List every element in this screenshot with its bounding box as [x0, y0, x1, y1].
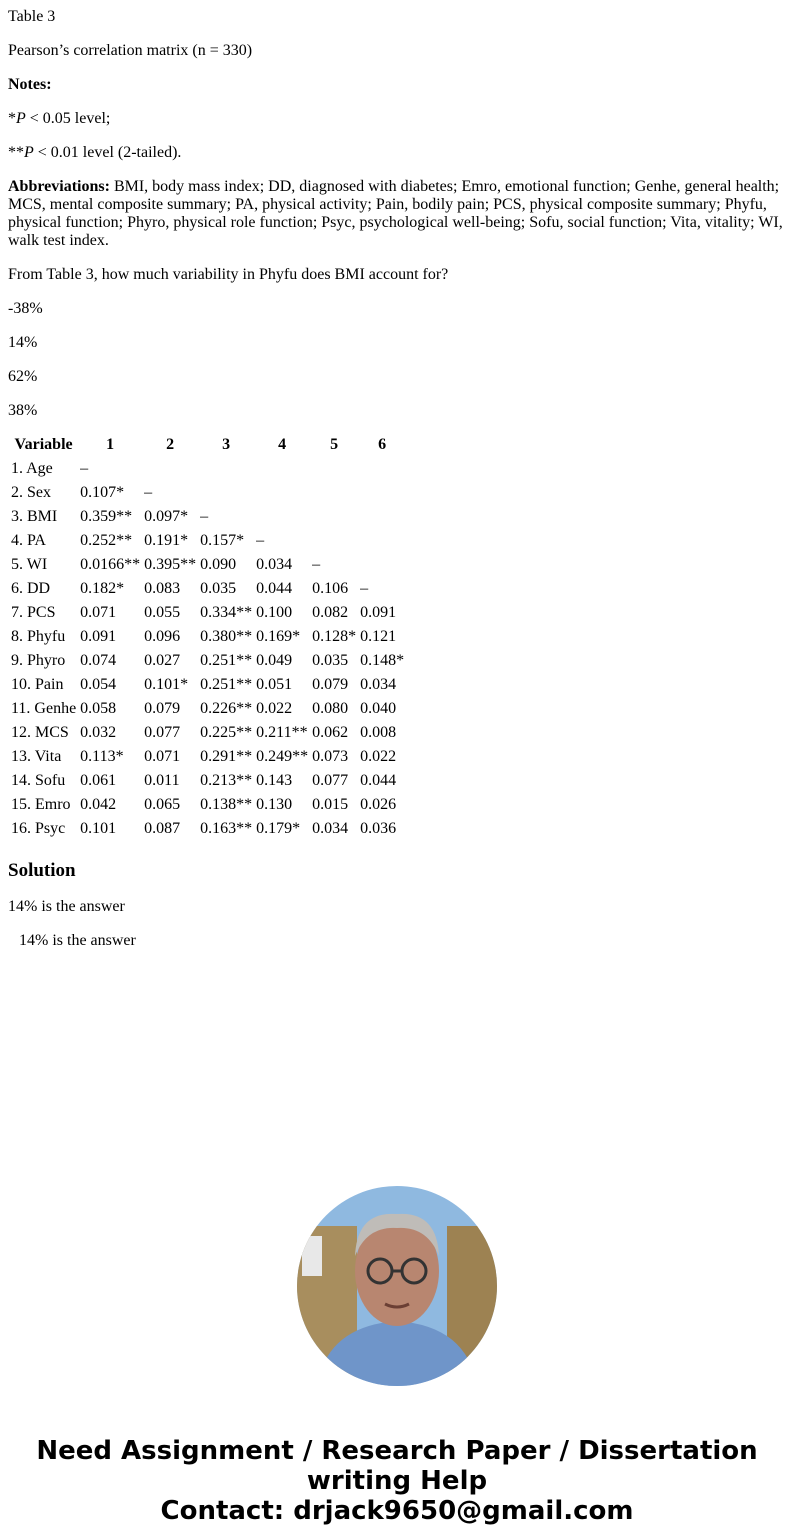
correlation-cell: 0.065 [144, 796, 181, 813]
correlation-cell: 0.073 [312, 748, 349, 765]
correlation-cell: 0.252** [80, 532, 133, 549]
answer-option: 14% [8, 334, 38, 351]
correlation-cell: 0.169* [256, 628, 301, 645]
table-row [10, 554, 405, 576]
correlation-cell: 0.249** [256, 748, 309, 765]
correlation-cell: 0.251** [200, 676, 253, 693]
table-row [10, 626, 405, 648]
variable-name: 1. Age [11, 460, 53, 477]
variable-name: 11. Genhe [11, 700, 77, 717]
correlation-cell: 0.058 [80, 700, 117, 717]
correlation-cell: 0.101* [144, 676, 189, 693]
correlation-cell [359, 506, 405, 528]
variable-name: 13. Vita [11, 748, 62, 765]
correlation-cell: 0.291** [200, 748, 253, 765]
correlation-cell: 0.022 [360, 748, 397, 765]
column-header: 4 [278, 436, 287, 453]
correlation-cell: 0.044 [256, 580, 293, 597]
column-header: 5 [330, 436, 339, 453]
column-header: 3 [222, 436, 231, 453]
variable-name: 14. Sofu [11, 772, 66, 789]
correlation-cell: 0.091 [360, 604, 397, 621]
correlation-cell: 0.008 [360, 724, 397, 741]
correlation-cell: 0.191* [144, 532, 189, 549]
table-row [10, 458, 405, 480]
table-row [10, 746, 405, 768]
table-row [10, 602, 405, 624]
correlation-cell: 0.022 [256, 700, 293, 717]
correlation-cell: 0.026 [360, 796, 397, 813]
table-row [10, 530, 405, 552]
table-row [10, 794, 405, 816]
note-2: **P < 0.01 level (2-tailed). [8, 144, 182, 161]
correlation-cell: 0.101 [80, 820, 117, 837]
table-row [10, 482, 405, 504]
correlation-cell: 0.011 [144, 772, 180, 789]
correlation-cell: 0.040 [360, 700, 397, 717]
column-header: Variable [14, 436, 73, 453]
correlation-cell [255, 506, 309, 528]
correlation-cell [359, 482, 405, 504]
variable-name: 8. Phyfu [11, 628, 66, 645]
answer-option: -38% [8, 300, 43, 317]
variable-name: 10. Pain [11, 676, 64, 693]
variable-name: 5. WI [11, 556, 48, 573]
correlation-cell: 0.179* [256, 820, 301, 837]
solution-heading: Solution [8, 860, 76, 881]
correlation-cell: – [144, 484, 153, 501]
correlation-cell: 0.213** [200, 772, 253, 789]
correlation-cell: 0.042 [80, 796, 117, 813]
correlation-cell: 0.055 [144, 604, 181, 621]
correlation-cell: 0.100 [256, 604, 293, 621]
correlation-cell: 0.049 [256, 652, 293, 669]
question: From Table 3, how much variability in Phyfu does BMI account for? [8, 266, 449, 283]
column-header: 1 [106, 436, 115, 453]
correlation-cell: 0.226** [200, 700, 253, 717]
variable-name: 4. PA [11, 532, 46, 549]
correlation-cell: 0.182* [80, 580, 125, 597]
correlation-cell: 0.395** [144, 556, 197, 573]
correlation-cell: 0.157* [200, 532, 245, 549]
table-row [10, 578, 405, 600]
variable-name: 9. Phyro [11, 652, 66, 669]
notes-label: Notes: [8, 76, 52, 93]
correlation-cell: 0.062 [312, 724, 349, 741]
correlation-cell: 0.077 [144, 724, 181, 741]
correlation-cell: 0.106 [312, 580, 349, 597]
correlation-cell: 0.082 [312, 604, 349, 621]
table-title: Table 3 [8, 8, 56, 25]
variable-name: 2. Sex [11, 484, 51, 501]
correlation-cell: 0.015 [312, 796, 349, 813]
correlation-cell: 0.054 [80, 676, 117, 693]
table-row [10, 506, 405, 528]
correlation-cell: 0.071 [80, 604, 117, 621]
correlation-cell: 0.035 [312, 652, 349, 669]
correlation-cell: 0.121 [360, 628, 397, 645]
correlation-cell: 0.097* [144, 508, 189, 525]
variable-name: 7. PCS [11, 604, 56, 621]
correlation-cell [359, 458, 405, 480]
correlation-cell: 0.034 [312, 820, 349, 837]
correlation-cell: 0.138** [200, 796, 253, 813]
correlation-cell: 0.225** [200, 724, 253, 741]
correlation-cell: 0.071 [144, 748, 181, 765]
correlation-cell: 0.083 [144, 580, 181, 597]
table-row [10, 818, 405, 840]
correlation-cell: 0.128* [312, 628, 357, 645]
correlation-cell: – [80, 460, 89, 477]
answer-option: 38% [8, 402, 38, 419]
answer-option: 62% [8, 368, 38, 385]
correlation-cell: – [312, 556, 321, 573]
answer-text: 14% is the answer [8, 898, 125, 915]
variable-name: 15. Emro [11, 796, 71, 813]
correlation-cell [255, 482, 309, 504]
abbreviations: Abbreviations: BMI, body mass index; DD, diagnosed with diabetes; Emro, emotional function; Genhe, general health; MCS, mental composite summary; PA, physical activity; Pain, bodily pain; PCS, physical composite summary; Phyfu, physical function; Phyro, physical role function; Psyc, psychological well-being; Sofu, social function; Vita, vitality; WI, walk test index. [8, 178, 783, 249]
answer-text-repeat: 14% is the answer [19, 932, 136, 949]
correlation-cell: 0.090 [200, 556, 237, 573]
correlation-cell: 0.077 [312, 772, 349, 789]
correlation-cell: – [256, 532, 265, 549]
correlation-cell: 0.0166** [80, 556, 141, 573]
correlation-cell: 0.087 [144, 820, 181, 837]
correlation-cell [199, 482, 253, 504]
correlation-cell: 0.079 [312, 676, 349, 693]
correlation-cell: 0.034 [256, 556, 293, 573]
correlation-cell [199, 458, 253, 480]
column-header: 6 [378, 436, 387, 453]
correlation-cell: 0.211** [256, 724, 308, 741]
variable-name: 16. Psyc [11, 820, 66, 837]
correlation-cell [359, 530, 405, 552]
correlation-cell: 0.107* [80, 484, 125, 501]
correlation-cell: 0.032 [80, 724, 117, 741]
table-row [10, 722, 405, 744]
correlation-cell [143, 458, 197, 480]
correlation-cell: 0.113* [80, 748, 124, 765]
table-row [10, 698, 405, 720]
correlation-cell: 0.130 [256, 796, 293, 813]
correlation-cell [311, 458, 357, 480]
correlation-cell: – [200, 508, 209, 525]
correlation-cell: 0.044 [360, 772, 397, 789]
correlation-cell: 0.380** [200, 628, 253, 645]
correlation-cell: 0.036 [360, 820, 397, 837]
variable-name: 3. BMI [11, 508, 58, 525]
correlation-cell: – [360, 580, 369, 597]
correlation-cell: 0.148* [360, 652, 405, 669]
correlation-cell: 0.061 [80, 772, 117, 789]
correlation-cell: 0.096 [144, 628, 181, 645]
correlation-cell: 0.074 [80, 652, 117, 669]
column-header: 2 [166, 436, 175, 453]
correlation-cell: 0.034 [360, 676, 397, 693]
author-photo [297, 1186, 497, 1386]
correlation-cell: 0.163** [200, 820, 253, 837]
correlation-cell: 0.035 [200, 580, 237, 597]
correlation-cell: 0.051 [256, 676, 293, 693]
correlation-cell [311, 530, 357, 552]
variable-name: 12. MCS [11, 724, 69, 741]
correlation-cell: 0.359** [80, 508, 133, 525]
table-caption: Pearson’s correlation matrix (n = 330) [8, 42, 253, 59]
correlation-cell: 0.251** [200, 652, 253, 669]
correlation-cell: 0.080 [312, 700, 349, 717]
correlation-cell: 0.027 [144, 652, 181, 669]
contact-banner: Need Assignment / Research Paper / Dissertation writing Help Contact: drjack9650@gmail.com [36, 1436, 758, 1526]
correlation-cell: 0.143 [256, 772, 293, 789]
table-row [10, 674, 405, 696]
correlation-cell [255, 458, 309, 480]
variable-name: 6. DD [11, 580, 51, 597]
correlation-cell: 0.334** [200, 604, 253, 621]
correlation-cell: 0.079 [144, 700, 181, 717]
table-row [10, 770, 405, 792]
table-row [10, 650, 405, 672]
correlation-cell [311, 506, 357, 528]
table-header-row [10, 434, 405, 456]
correlation-cell [311, 482, 357, 504]
correlation-table [8, 432, 407, 842]
correlation-cell [359, 554, 405, 576]
correlation-cell: 0.091 [80, 628, 117, 645]
note-1: *P < 0.05 level; [8, 110, 111, 127]
